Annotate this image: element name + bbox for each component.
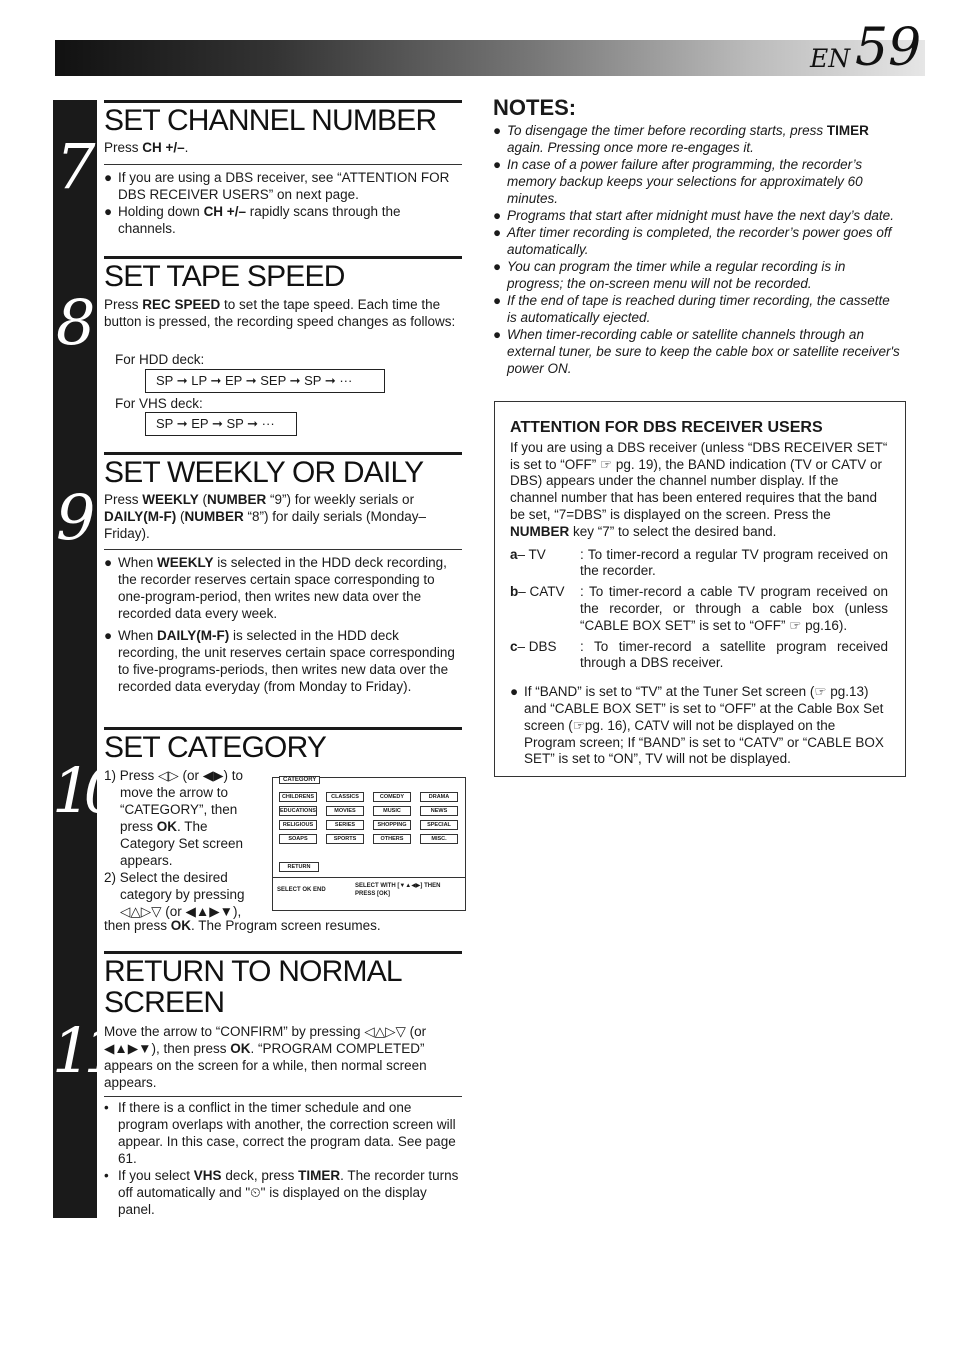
dbs-option-tv: a– TV : To timer-record a regular TV program received on the recorder. [510,546,888,579]
hdd-label: For HDD deck: [115,352,205,367]
category-hint: SELECT WITH [▼▲◀▶] THEN PRESS [OK] [355,883,441,897]
list-item: ● Holding down CH +/– rapidly scans through the channels. [104,204,401,236]
section-rule [104,951,462,954]
category-footer-rule [273,877,465,878]
divider [104,164,462,165]
category-remote-keys: SELECT OK END [277,887,326,893]
section-rule [104,727,462,730]
vhs-label: For VHS deck: [115,396,203,411]
category-cell: SHOPPING [373,820,411,830]
notes-title: NOTES: [493,95,577,120]
list-item: ● If “BAND” is set to “TV” at the Tuner Set screen (☞ pg.13) and “CABLE BOX SET” is set to “OFF” at the Cable Box Set screen (☞pg. 16), CATV will not be displayed on the Program screen; If “BAND” is set to “CATV” or “CABLE BOX SET” is set to “ON”, TV will not be displayed. [510,684,884,767]
category-cell: DRAMA [420,792,458,802]
category-grid [279,792,458,844]
divider [104,1096,462,1097]
dbs-content [510,420,888,768]
category-cell: NEWS [420,806,458,816]
list-item: ● You can program the timer while a regular recording is in progress; the on-screen menu will not be recorded. [493,259,846,291]
section-title-set-channel: SET CHANNEL NUMBER [104,104,437,137]
category-cell: SOAPS [279,834,317,844]
vhs-speed-sequence: SP ➞ EP ➞ SP ➞ ··· [145,412,297,436]
category-cell: SERIES [326,820,364,830]
step11-intro: Move the arrow to “CONFIRM” by pressing ◁△▷▽ (or ◀▲▶▼), then press OK. “PROGRAM COMPLETED” appears on the screen for a while, then normal screen appears. [104,1024,427,1090]
list-item: ● When timer-recording cable or satellite channels through an external tuner, be sure to keep the cable box or satellite receiver's power ON. [493,327,900,376]
dbs-attention-box [494,401,906,777]
step7-intro: Press CH +/–. [104,140,189,155]
category-cell: MOVIES [326,806,364,816]
list-item: ● After timer recording is completed, the recorder’s power goes off automatically. [493,225,892,257]
step-number-7: 7 [56,130,96,203]
page-number: 59 [855,18,922,78]
section-title-weekly-daily: SET WEEKLY OR DAILY [104,456,424,489]
header-language: EN [810,44,851,73]
dbs-option-dbs: c– DBS : To timer-record a satellite program received through a DBS receiver. [510,638,888,671]
step10-instructions: 1) Press ◁▷ (or ◀▶) to move the arrow to “CATEGORY”, then press OK. The Category Set screen appears. 2) Select the desired category by pressing ◁△▷▽ (or ◀▲▶▼), [104,768,245,919]
list-item: ● To disengage the timer before recording starts, press TIMER again. Pressing once more re-engages it. [493,123,869,155]
step9-bullets [104,554,460,695]
section-rule [104,256,462,259]
section-title-return-line1: RETURN TO NORMAL [104,955,402,988]
category-cell: RELIGIOUS [279,820,317,830]
list-item: ● In case of a power failure after programming, the recorder’s memory backup keeps your selections for approximately 60 minutes. [493,157,863,206]
divider [104,549,462,550]
section-rule [104,100,462,103]
list-item: ● If the end of tape is reached during timer recording, the cassette is automatically ejected. [493,293,890,325]
list-item: ● If you are using a DBS receiver, see “ATTENTION FOR DBS RECEIVER USERS” on next page. [104,170,450,202]
section-rule [104,452,462,455]
category-cell: SPECIAL [420,820,458,830]
section-title-return-line2: SCREEN [104,986,225,1019]
step9-intro: Press WEEKLY (NUMBER “9”) for weekly serials or DAILY(M-F) (NUMBER “8”) for daily serials (Monday–Friday). [104,492,427,541]
notes-list [493,122,903,377]
list-item: ● When WEEKLY is selected in the HDD deck recording, the recorder reserves certain space corresponding to one-program-period, then writes new data over the recorded data every week. [104,555,447,621]
dbs-title: ATTENTION FOR DBS RECEIVER USERS [510,419,823,436]
step8-intro: Press REC SPEED to set the tape speed. Each time the button is pressed, the recording speed changes as follows: [104,297,456,329]
dbs-option-catv: b– CATV : To timer-record a cable TV program received on the recorder, or through a cable box (unless “CABLE BOX SET” is set to “OFF” ☞ pg.16). [510,584,888,633]
step-number-10: 10 [52,754,115,827]
category-cell: MISC. [420,834,458,844]
category-cell: EDUCATIONS [280,808,316,814]
category-cell: CHILDRENS [279,792,317,802]
step7-bullets [104,169,460,237]
step10-tail: then press OK. The Program screen resumes. [104,918,381,933]
category-cell: SPORTS [326,834,364,844]
category-return: RETURN [279,862,319,872]
category-cell: OTHERS [373,834,411,844]
section-title-set-category: SET CATEGORY [104,731,327,764]
list-item: ● When DAILY(M-F) is selected in the HDD deck recording, the unit reserves certain space corresponding to five-programs-periods, then writes new data over the recorded data everyday (from Monday to Friday). [104,628,455,694]
header-gradient-bar [55,40,925,76]
category-set-screen [272,777,466,911]
category-tab: CATEGORY [279,776,320,784]
section-title-set-tape-speed: SET TAPE SPEED [104,260,345,293]
step-number-9: 9 [56,481,96,554]
hdd-speed-sequence: SP ➞ LP ➞ EP ➞ SEP ➞ SP ➞ ··· [145,369,385,393]
list-item: • If there is a conflict in the timer schedule and one program overlaps with another, the correction screen will appear. In this case, correct the program data. See page 61. [104,1100,456,1166]
step-number-11: 11 [52,1014,115,1087]
list-item: • If you select VHS deck, press TIMER. The recorder turns off automatically and "⏲" is displayed on the display panel. [104,1168,459,1217]
dbs-body: If you are using a DBS receiver (unless “DBS RECEIVER SET“ is set to “OFF” ☞ pg. 19), the BAND indication (TV or CATV or DBS) appears under the channel number display. If the channel number that has been entered requires that the band be set, “7=DBS” is displayed on the screen. Press the NUMBER key “7” to select the desired band. [510,439,888,539]
category-cell: MUSIC [373,806,411,816]
step11-bullets [104,1099,460,1218]
category-cell: CLASSICS [326,792,364,802]
step-number-8: 8 [56,286,96,359]
list-item: ● Programs that start after midnight must have the next day’s date. [493,208,894,223]
category-cell: COMEDY [373,792,411,802]
